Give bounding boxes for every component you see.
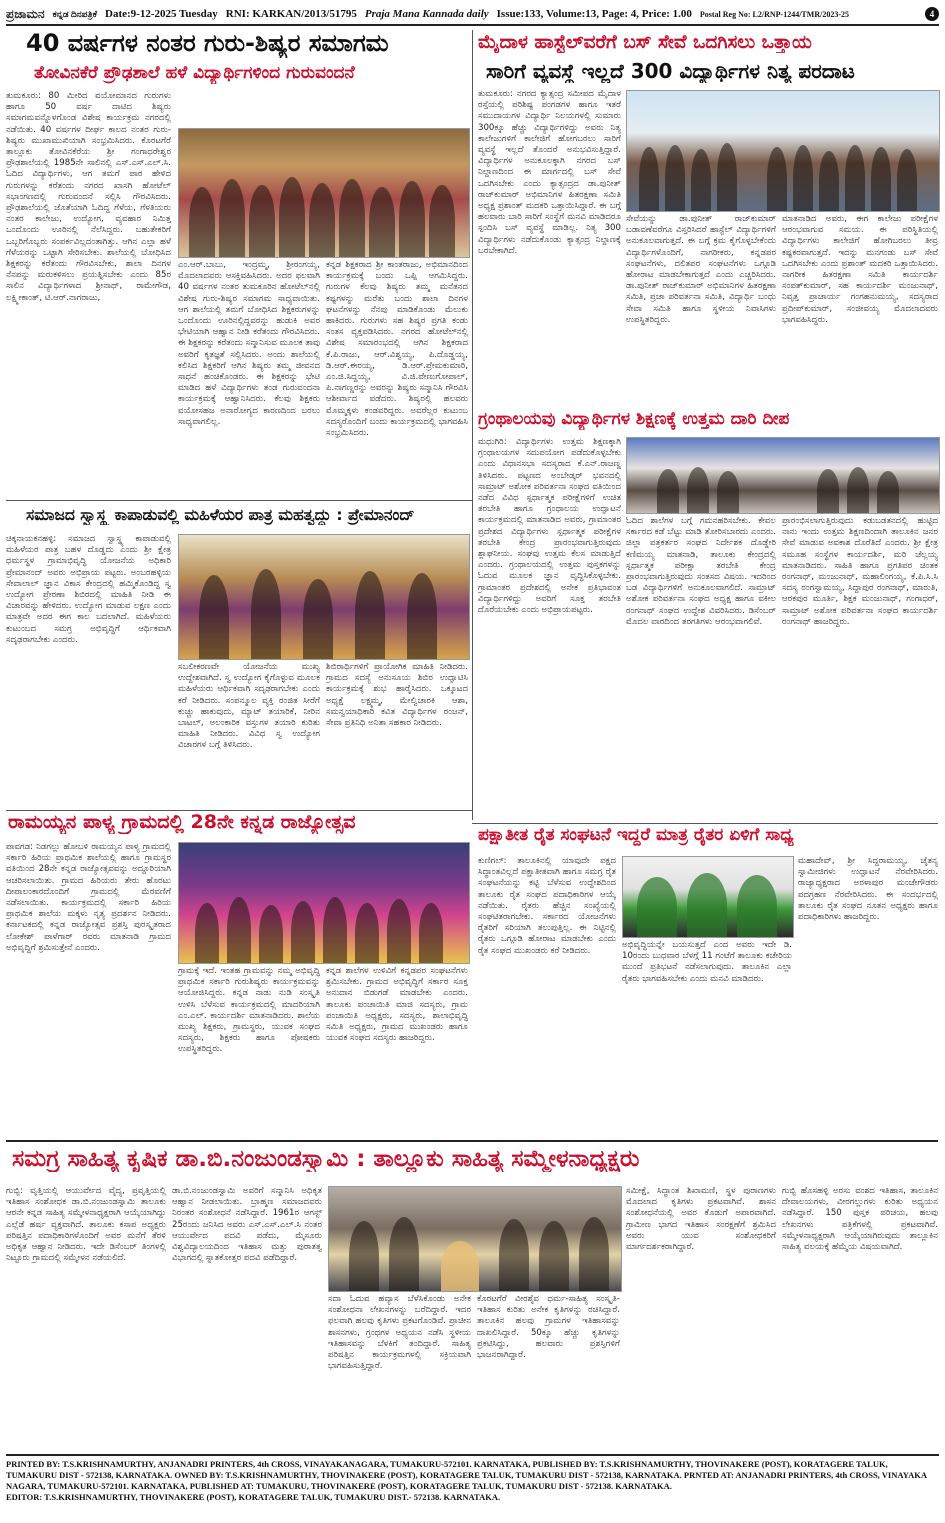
literature-col-3: ಸದಾ ಓದುವ ಹವ್ಯಾಸ ಬೆಳೆಸಿಕೊಂಡು ಅನೇಕ ಸಂಶೋಧನಾ ಲೇಖನಗಳನ್ನು ಬರೆದಿದ್ದಾರೆ. ಇದರ ಫಲವಾಗಿ ಹಲವು ಕೃತಿಗಳು ಪ್ರಕಟಗೊಂಡಿವೆ. ಪ್ರಾಚೀನ ಶಾಸನಗಳು, ಗ್ರಂಥಗಳ ಅಧ್ಯಯನ ನಡೆಸಿ ಸ್ಥಳೀಯ ಇತಿಹಾಸವನ್ನು ಬೆಳಕಿಗೆ ತಂದಿದ್ದಾರೆ. ಸಾಹಿತ್ಯ ಪರಿಷತ್ತಿನ ಕಾರ್ಯಕ್ರಮಗಳಲ್ಲಿ ಸಕ್ರಿಯವಾಗಿ ಭಾಗವಹಿಸುತ್ತಿದ್ದಾರೆ.	[328, 1294, 471, 1372]
hostel-headline: ಮೈದಾಳ ಹಾಸ್ಟೆಲ್‌ವರೆಗೆ ಬಸ್ ಸೇವೆ ಒದಗಿಸಲು ಒತ್ತಾಯ	[478, 32, 812, 53]
paper-subtitle: ಕನ್ನಡ ದಿನಪತ್ರಿಕೆ	[52, 8, 98, 19]
reunion-group-photo	[178, 128, 470, 258]
library-col-2: ಓದಿದ ಶಾಲೆಗಳ ಬಗ್ಗೆ ಗಮನಹರಿಸಬೇಕು. ಕೇವಲ ಸರ್ಕಾರದ ಕಡೆ ಬೆಟ್ಟು ಮಾಡಿ ತೋರಿಸಬಾರದು ಎಂದರು. ಜಿಲ್ಲಾ ಪತ್ರಕರ್ತರ ಸಂಘದ ನಿರ್ದೇಶಕ ದೊಡ್ಡೇರಿ ಕಣಿಮಯ್ಯ ಮಾತನಾಡಿ, ತಾಲೂಕು ಕೇಂದ್ರದಲ್ಲಿ ಸ್ಪರ್ಧಾತ್ಮಕ ಪರೀಕ್ಷಾ ತರಬೇತಿ ಕೇಂದ್ರ ಪ್ರಾರಂಭವಾಗುತ್ತಿರುವುದು ಸಂತಸದ ವಿಷಯ. ಇದರಿಂದ ಬಡ ವಿದ್ಯಾರ್ಥಿಗಳಿಗೆ ಅನುಕೂಲವಾಗಲಿದೆ. ಸಾಮ್ರಾಟ್ ಅಶೋಕ ಪರಿವರ್ತನಾ ಸಂಘದ ಅಧ್ಯಕ್ಷ ಹಾಗೂ ವಕೀಲ ರಂಗನಾಥ್ ಸಂಘದ ಉದ್ದೇಶ ವಿವರಿಸಿದರು. ಡಿಸೆಂಬರ್ ಮೊದಲ ವಾರದಿಂದ ತರಗತಿಗಳು ಆರಂಭವಾಗಲಿವೆ.	[626, 516, 776, 627]
english-name: Praja Mana Kannada daily	[364, 8, 489, 20]
imprint-line-2: EDITOR: T.S.KRISHNAMURTHY, THOVINAKERE (POST), KORATAGERE TALUK, TUMAKURU DIST.- 572138. KARNATAKA.	[6, 1492, 501, 1502]
rajyotsava-col-2: ಗ್ರಾಮಕ್ಕೆ ಇದೆ. ಇಂತಹ ಗ್ರಾಮವನ್ನು ನಮ್ಮ ಅಭಿವೃದ್ಧಿ ಪ್ರಾಥಮಿಕ ಸರ್ಕಾರಿ ಗುರುಶಿಷ್ಯರು ಕಾರ್ಯಕ್ರಮವನ್ನು ಆಯೋಜಿಸಿದ್ದರು. ಕನ್ನಡ ನಾಡು ನುಡಿ ಸಂಸ್ಕೃತಿ ಉಳಿಸಿ ಬೆಳೆಸುವ ಕಾರ್ಯಕ್ರಮದಲ್ಲಿ ಮಾದರಿಯಾಗಿ ಎಂ.ಎಲ್. ಕಾರ್ಯದರ್ಶಿ ಮಾತನಾಡಿದರು. ಶಾಲೆಯ ಮುಖ್ಯ ಶಿಕ್ಷಕರು, ಗ್ರಾಮಸ್ಥರು, ಯುವಕ ಸಂಘದ ಸದಸ್ಯರು, ಶಿಕ್ಷಕರು ಹಾಗೂ ಪೋಷಕರು ಉಪಸ್ಥಿತರಿದ್ದರು.	[178, 966, 320, 1055]
masthead	[6, 4, 939, 26]
reunion-col-2: ಎಂ.ಆರ್.ಬಾಬು, ಇಂದ್ರಮ್ಮ, ಶ್ರೀರಂಗಯ್ಯ, ಮೊದಲಾದವರು ಆಸಕ್ತಿವಹಿಸಿದರು. ಅದರ ಫಲವಾಗಿ 40 ವರ್ಷಗಳ ನಂತರ ತುಮಕೂರಿನ ಹೋಟೆಲ್‌ನಲ್ಲಿ ವಿಶೇಷ ಗುರು-ಶಿಷ್ಯರ ಸಮಾಗಮ ಸಾಧ್ಯವಾಯಿತು. ಆಗ ಶಾಲೆಯಲ್ಲಿ ತಮಗೆ ಬೋಧಿಸಿದ ಶಿಕ್ಷಕರುಗಳನ್ನು ಒಂದೊಂದು ಊರಿನಲ್ಲಿದ್ದವರನ್ನು ಹುಡುಕಿ ಅವರ ಭೇಟಿಯಾಗಿ ಆಹ್ವಾನ ನೀಡಿ ಕರೆತಂದು ಗೌರವಿಸಿದರು. ಈ ಶಿಕ್ಷಕರನ್ನು ಕರೆತಂದು ಸನ್ಮಾನಿಸುವ ಮೂಲಕ ತಾವು ಅವರಿಗೆ ಕೃತಜ್ಞತೆ ಸಲ್ಲಿಸಿದರು. ಅಂದು ಶಾಲೆಯಲ್ಲಿ ಕಲಿಸಿದ ಶಿಕ್ಷಕರಿಗೆ ಆಗಿನ ಶಿಷ್ಯರು ತಮ್ಮ ಜೀವನದ ಸಾಧನೆ ಹಂಚಿಕೊಂಡರು. ಈ ಶಿಕ್ಷಕರನ್ನು ಭೇಟಿ ಮಾಡಿದ ಹಳೆ ವಿದ್ಯಾರ್ಥಿಗಳು ತಂಡ ಗುರುವಂದನಾ ಕಾರ್ಯಕ್ರಮಕ್ಕೆ ಆಹ್ವಾನಿಸಿದರು. ಕೆಲವು ಶಿಕ್ಷಕರು ವಯೋಸಹಜ ಅನಾರೋಗ್ಯದ ಕಾರಣದಿಂದ ಬರಲು ಸಾಧ್ಯವಾಗಲಿಲ್ಲ.	[178, 260, 320, 427]
health-col-1: ಚಿಕ್ಕನಾಯಕನಹಳ್ಳಿ: ಸಮಾಜದ ಸ್ವಾಸ್ಥ್ಯ ಕಾಪಾಡುವಲ್ಲಿ ಮಹಿಳೆಯರ ಪಾತ್ರ ಬಹಳ ದೊಡ್ಡದು ಎಂದು ಶ್ರೀ ಕ್ಷೇತ್ರ ಧರ್ಮಸ್ಥಳ ಗ್ರಾಮಾಭಿವೃದ್ಧಿ ಯೋಜನೆಯ ಅಧಿಕಾರಿ ಪ್ರೇಮಾನಂದ್ ಅವರು ಅಭಿಪ್ರಾಯ ಪಟ್ಟರು. ಅಂಬರಹಳ್ಳಿಯ ಸೇವಾಲಾಲ್ ಜ್ಞಾನ ವಿಕಾಸ ಕೇಂದ್ರದಲ್ಲಿ ಹಮ್ಮಿಕೊಂಡಿದ್ದ ಸ್ವ ಉದ್ಯೋಗ ಪ್ರೇರಣಾ ಶಿಬಿರದಲ್ಲಿ ಮಾಹಿತಿ ನೀಡಿ ಈ ವಿಚಾರವನ್ನು ಹೇಳಿದರು. ಉದ್ಯೋಗ ಮಾಡುವ ಲಕ್ಷಣ ಎಂದು ಮಾತ್ರವೇ ಅದರ ಈಗ ಕಾಲ ಬದಲಾಗಿದೆ. ಮಹಿಳೆಯರು ಕುಟುಂಬದ ಸಮಗ್ರ ಅಭಿವೃದ್ಧಿಗೆ ಆರ್ಥಿಕವಾಗಿ ಸದೃಢರಾಗಬೇಕು ಎಂದರು.	[6, 534, 171, 645]
health-headline: ಸಮಾಜದ ಸ್ವಾಸ್ಥ್ಯ ಕಾಪಾಡುವಲ್ಲಿ ಮಹಿಳೆಯರ ಪಾತ್ರ ಮಹತ್ವದ್ದು : ಪ್ರೇಮಾನಂದ್	[26, 507, 415, 524]
postal-reg: Postal Reg No: L2/RNP-1244/TMR/2023-25	[699, 9, 849, 19]
farmers-col-1: ಕುಣಿಗಲ್: ತಾಲೂಕಿನಲ್ಲಿ ಯಾವುದೇ ಪಕ್ಷದ ಸಿದ್ಧಾಂತವಿಲ್ಲದೆ ಪಕ್ಷಾತೀತವಾಗಿ ಹಾಗೂ ಸಮಗ್ರ ರೈತ ಸಂಘಟನೆಯನ್ನು ಕಟ್ಟಿ ಬೆಳೆಸುವ ಉದ್ದೇಶದಿಂದ ತಾಲೂಕು ರೈತ ಸಂಘದ ಪದಾಧಿಕಾರಿಗಳ ಆಯ್ಕೆ ನಡೆಯಿತು. ರೈತರು ಹೆಚ್ಚಿನ ಸಂಖ್ಯೆಯಲ್ಲಿ ಸಂಘಟಿತರಾಗಬೇಕು. ಸರ್ಕಾರದ ಯೋಜನೆಗಳು ರೈತರಿಗೆ ಸರಿಯಾಗಿ ತಲುಪುತ್ತಿಲ್ಲ. ಈ ನಿಟ್ಟಿನಲ್ಲಿ ರೈತರು ಒಗ್ಗೂಡಿ ಹೋರಾಟ ಮಾಡಬೇಕು ಎಂದು ರೈತ ಸಂಘದ ಮುಖಂಡರು ಕರೆ ನೀಡಿದರು.	[478, 856, 616, 956]
rajyotsava-col-3: ಕನ್ನಡ ಶಾಲೆಗಳ ಉಳಿವಿಗೆ ಕನ್ನಡಪರ ಸಂಘಟನೆಗಳು ಶ್ರಮಿಸಬೇಕು. ಗ್ರಾಮದ ಅಭಿವೃದ್ಧಿಗೆ ಸರ್ಕಾರ ಸೂಕ್ತ ಅನುದಾನ ಬಿಡುಗಡೆ ಮಾಡಬೇಕು ಎಂದರು. ತಾಲೂಕು ಪಂಚಾಯಿತಿ ಮಾಜಿ ಸದಸ್ಯರು, ಗ್ರಾಮ ಪಂಚಾಯಿತಿ ಅಧ್ಯಕ್ಷರು, ಸದಸ್ಯರು, ಶಾಲಾಭಿವೃದ್ಧಿ ಸಮಿತಿ ಅಧ್ಯಕ್ಷರು, ಗ್ರಾಮದ ಮುಖಂಡರು ಹಾಗೂ ಯುವಕ ಸಂಘದ ಸದಸ್ಯರು ಹಾಜರಿದ್ದರು.	[326, 966, 468, 1044]
hostel-col-1: ತುಮಕೂರು: ನಗರದ ಕ್ಯಾತ್ಸಂದ್ರ ಸಮೀಪದ ಮೈದಾಳ ರಸ್ತೆಯಲ್ಲಿ ಪರಿಶಿಷ್ಟ ಪಂಗಡಗಳ ಹಾಗೂ ಇತರೆ ಸಮುದಾಯಗಳ ವಿದ್ಯಾರ್ಥಿ ನಿಲಯಗಳಲ್ಲಿ ಸುಮಾರು 300ಕ್ಕೂ ಹೆಚ್ಚು ವಿದ್ಯಾರ್ಥಿಗಳಿದ್ದು ಅವರು ನಿತ್ಯ ಕಾಲೇಜುಗಳಿಗೆ ಕಾಲೇಜಿಗೆ ಹೋಗಬರಲು ಸಾರಿಗೆ ವ್ಯವಸ್ಥೆ ಇಲ್ಲದೆ ತೊಂದರೆ ಅನುಭವಿಸುತ್ತಿದ್ದಾರೆ. ವಿದ್ಯಾರ್ಥಿಗಳ ಅನುಕೂಲಕ್ಕಾಗಿ ನಗರದ ಬಸ್ ನಿಲ್ದಾಣದಿಂದ ಈ ಮಾರ್ಗದಲ್ಲಿ ಬಸ್ ಸೇವೆ ಒದಗಿಸಬೇಕು ಎಂದು ಕ್ಯಾತ್ಸಂದ್ರದ ಡಾ.ಪುನೀತ್ ರಾಜ್‌ಕುಮಾರ್ ಅಭಿಮಾನಿಗಳ ಹಿತರಕ್ಷಣಾ ಸಮಿತಿ ಅಧ್ಯಕ್ಷ ಪ್ರಶಾಂತ್ ಮದಕರಿ ಒತ್ತಾಯಿಸಿದ್ದಾರೆ. ಈ ಬಗ್ಗೆ ಹಲವಾರು ಬಾರಿ ಸಾರಿಗೆ ಸಂಸ್ಥೆಗೆ ಮನವಿ ಮಾಡಿದರೂ ಸ್ಪಂದಿಸಿ ಬಸ್ ವ್ಯವಸ್ಥೆ ಮಾಡಿಲ್ಲ. ನಿತ್ಯ 300 ವಿದ್ಯಾರ್ಥಿಗಳು ನಡೆದುಕೊಂಡು ಕ್ಯಾತ್ಸಂದ್ರ ನಿಲ್ದಾಣಕ್ಕೆ ಬರಬೇಕಾಗಿದೆ.	[478, 89, 621, 256]
farmers-col-3: ಮಹಾದೇವ್, ಶ್ರೀ ಸಿದ್ದರಾಮಯ್ಯ, ಚೈತನ್ಯ ಸ್ವಾಮೀಜಿಗಳು ಉದ್ಘಾಟನೆ ನೆರವೇರಿಸಿದರು. ರಾಜ್ಯಾಧ್ಯಕ್ಷರಾದ ಅರಳಾಪುರ ಮಂಜೇಗೌಡರು ಪದಗ್ರಹಣ ನೆರವೇರಿಸಿದರು. ಈ ಸಂದರ್ಭದಲ್ಲಿ ತಾಲೂಕು ರೈತ ಸಂಘದ ನೂತನ ಅಧ್ಯಕ್ಷರು ಹಾಗೂ ಪದಾಧಿಕಾರಿಗಳು ಹಾಜರಿದ್ದರು.	[798, 856, 938, 923]
literature-col-5: ಸಮೀಕ್ಷೆ, ಸಿದ್ಧಾಂತ ಶಿಖಾಮಣಿ, ಸ್ಥಳ ಪುರಾಣಗಳು ಮೊದಲಾದ ಕೃತಿಗಳು ಪ್ರಕಟವಾಗಿವೆ. ಶಾಸನ ಸಂಶೋಧನೆಯಲ್ಲಿ ಅವರ ಕೊಡುಗೆ ಅಪಾರವಾಗಿದೆ. ಗ್ರಾಮೀಣ ಭಾಗದ ಇತಿಹಾಸ ಸಂರಕ್ಷಣೆಗೆ ಶ್ರಮಿಸಿದ ಅವರು ಯುವ ಸಂಶೋಧಕರಿಗೆ ಮಾರ್ಗದರ್ಶಕರಾಗಿದ್ದಾರೆ.	[626, 1186, 776, 1253]
literature-honor-photo	[328, 1186, 622, 1292]
literature-col-4: ಕೊರಟಗೆರೆ ವೀರಶೈವ ಧರ್ಮ-ಸಾಹಿತ್ಯ ಸಂಸ್ಕೃತಿ-ಇತಿಹಾಸ ಕುರಿತು ಅನೇಕ ಕೃತಿಗಳನ್ನು ರಚಿಸಿದ್ದಾರೆ. ತಾಲೂಕಿನ ಹಲವು ಗ್ರಾಮಗಳ ಇತಿಹಾಸವನ್ನು ದಾಖಲಿಸಿದ್ದಾರೆ. 50ಕ್ಕೂ ಹೆಚ್ಚು ಕೃತಿಗಳನ್ನು ಪ್ರಕಟಿಸಿದ್ದು, ಹಲವಾರು ಪ್ರಶಸ್ತಿಗಳಿಗೆ ಭಾಜನರಾಗಿದ್ದಾರೆ.	[477, 1294, 620, 1361]
hostel-col-3: ಮಾತನಾಡಿದ ಅವರು, ಈಗ ಕಾಲೇಜು ಪರೀಕ್ಷೆಗಳ ಆರಂಭವಾಗುವ ಸಮಯ. ಈ ಪರಿಸ್ಥಿತಿಯಲ್ಲಿ ವಿದ್ಯಾರ್ಥಿಗಳು ಕಾಲೇಜಿಗೆ ಹೋಗಿಬರಲು ತೀವ್ರ ಕಷ್ಟಕರವಾಗುತ್ತದೆ. ಇದನ್ನು ಮನಗಂಡು ಬಸ್ ಸೇವೆ ಒದಗಿಸಬೇಕು ಎಂದು ಪ್ರಶಾಂತ್ ಮದಕರಿ ಒತ್ತಾಯಿಸಿದರು. ನಾಗರೀಕ ಹಿತರಕ್ಷಣಾ ಸಮಿತಿ ಕಾರ್ಯದರ್ಶಿ ಸಂಪತ್‌ಕುಮಾರ್, ಸಹ ಕಾರ್ಯದರ್ಶಿ ಮಂಜುನಾಥ್, ನಿವೃತ್ತ ಪ್ರಾಚಾರ್ಯ ಗಂಗಹನುಮಯ್ಯ, ಸದಸ್ಯರಾದ ಪ್ರದೀಪ್‌ಕುಮಾರ್, ಸಂಜೀವಯ್ಯ ಮೊದಲಾದವರು ಭಾಗವಹಿಸಿದ್ದರು.	[782, 214, 938, 325]
reunion-subheadline: ತೋವಿನಕೆರೆ ಪ್ರೌಢಶಾಲೆ ಹಳೆ ವಿದ್ಯಾರ್ಥಿಗಳಿಂದ ಗುರುವಂದನೆ	[34, 64, 355, 83]
literature-headline: ಸಮಗ್ರ ಸಾಹಿತ್ಯ ಕೃಷಿಕ ಡಾ.ಬಿ.ನಂಜುಂಡಸ್ವಾಮಿ : ತಾಲ್ಲೂಕು ಸಾಹಿತ್ಯ ಸಮ್ಮೇಳನಾಧ್ಯಕ್ಷರು	[12, 1146, 640, 1172]
health-col-2: ಸಬಲೀಕರಣವೇ ಯೋಜನೆಯ ಮುಖ್ಯ ಉದ್ದೇಶವಾಗಿದೆ. ಸ್ವ ಉದ್ಯೋಗ ಕೈಗೊಳ್ಳುವ ಮೂಲಕ ಮಹಿಳೆಯರು ಆರ್ಥಿಕವಾಗಿ ಸದೃಢರಾಗಬೇಕು ಎಂದು ಕರೆ ನೀಡಿದರು. ಸಂಪನ್ಮೂಲ ವ್ಯಕ್ತಿ ರಂಜಿತ ಸೀರೆಗೆ ಕುಚ್ಚು ಹಾಕುವುದು, ಮ್ಯಾಟ್ ತಯಾರಿಕೆ, ನೀರಿನ ಬಾಟಲ್, ಅಲಂಕಾರಿಕ ವಸ್ತುಗಳ ತಯಾರಿ ಕುರಿತು ಮಾಹಿತಿ ನೀಡಿದರು. ವಿವಿಧ ಸ್ವ ಉದ್ಯೋಗ ವಿಚಾರಗಳ ಬಗ್ಗೆ ತಿಳಿಸಿದರು.	[178, 662, 320, 751]
reunion-headline: 40 ವರ್ಷಗಳ ನಂತರ ಗುರು-ಶಿಷ್ಯರ ಸಮಾಗಮ	[26, 30, 389, 57]
hostel-group-photo	[626, 90, 940, 212]
hostel-col-2: ಸೇವೆಯನ್ನು ಡಾ.ಪುನೀತ್ ರಾಜ್‌ಕುಮಾರ್ ಬಡಾವಣೆವರೆಗೂ ವಿಸ್ತರಿಸಿದರೆ ಹಾಸ್ಟೆಲ್ ವಿದ್ಯಾರ್ಥಿಗಳಿಗೆ ಅನುಕೂಲವಾಗುತ್ತದೆ. ಈ ಬಗ್ಗೆ ಕ್ರಮ ಕೈಗೊಳ್ಳಬೇಕೆಂದು ವಿದ್ಯಾರ್ಥಿಗಳೊಂದಿಗೆ, ನಾಗರೀಕರು, ಕನ್ನಡಪರ ಸಂಘಟನೆಗಳು, ದಲಿತಪರ ಸಂಘಟನೆಗಳು ಒಗ್ಗೂಡಿ ಹೋರಾಟ ಮಾಡಬೇಕಾಗುತ್ತದೆ ಎಂದು ಎಚ್ಚರಿಸಿದರು. ಡಾ.ಪುನೀತ್ ರಾಜ್‌ಕುಮಾರ್ ಅಭಿಮಾನಿಗಳ ಹಿತರಕ್ಷಣಾ ಸಮಿತಿ, ಪ್ರಜಾ ಪರಿವರ್ತನಾ ಸಮಿತಿ, ವಿದ್ಯಾರ್ಥಿ ಬಂಧು ಸೇವಾ ಸಮಿತಿ ಹಾಗೂ ಸ್ಥಳೀಯ ನಿವಾಸಿಗಳು ಉಪಸ್ಥಿತರಿದ್ದರು.	[626, 214, 776, 325]
library-col-1: ಮಧುಗಿರಿ: ವಿದ್ಯಾರ್ಥಿಗಳು ಉತ್ತಮ ಶಿಕ್ಷಣಕ್ಕಾಗಿ ಗ್ರಂಥಾಲಯಗಳ ಸದುಪಯೋಗ ಪಡೆದುಕೊಳ್ಳಬೇಕು ಎಂದು ವಿಧಾನಸಭಾ ಸದಸ್ಯರಾದ ಕೆ.ಎನ್.ರಾಜಣ್ಣ ತಿಳಿಸಿದರು. ಪಟ್ಟಣದ ಅಂಬೇಡ್ಕರ್ ಭವನದಲ್ಲಿ ಸಾಮ್ರಾಟ್ ಅಶೋಕ ಪರಿವರ್ತನಾ ಸಂಘದ ವತಿಯಿಂದ ನಡೆದ ವಿವಿಧ ಸ್ಪರ್ಧಾತ್ಮಕ ಪರೀಕ್ಷೆಗಳಿಗೆ ಉಚಿತ ತರಬೇತಿ ಹಾಗೂ ಗ್ರಂಥಾಲಯ ಉದ್ಘಾಟನೆ ಕಾರ್ಯಕ್ರಮದಲ್ಲಿ ಮಾತನಾಡಿದ ಅವರು, ಗ್ರಾಮಾಂತರ ಪ್ರದೇಶದ ವಿದ್ಯಾರ್ಥಿಗಳು ಸ್ಪರ್ಧಾತ್ಮಕ ಪರೀಕ್ಷೆಗಳ ತರಬೇತಿ ಕೇಂದ್ರ ಪ್ರಾರಂಭವಾಗುತ್ತಿರುವುದು ಶ್ಲಾಘನೀಯ. ಸಂಘವು ಉತ್ತಮ ಕೆಲಸ ಮಾಡುತ್ತಿದೆ ಎಂದರು. ಗ್ರಂಥಾಲಯದಲ್ಲಿ ಉತ್ತಮ ಪುಸ್ತಕಗಳನ್ನು ಓದುವ ಮೂಲಕ ಜ್ಞಾನ ವೃದ್ಧಿಸಿಕೊಳ್ಳಬೇಕು. ಗ್ರಾಮಾಂತರ ಪ್ರದೇಶದಲ್ಲಿ ಅನೇಕ ಪ್ರತಿಭಾವಂತ ವಿದ್ಯಾರ್ಥಿಗಳಿದ್ದು ಅವರಿಗೆ ಸೂಕ್ತ ತರಬೇತಿ ದೊರೆಯಬೇಕು ಎಂದು ಅಭಿಪ್ರಾಯಪಟ್ಟರು.	[478, 437, 621, 616]
library-headline: ಗ್ರಂಥಾಲಯವು ವಿದ್ಯಾರ್ಥಿಗಳ ಶಿಕ್ಷಣಕ್ಕೆ ಉತ್ತಮ ದಾರಿ ದೀಪ	[478, 410, 790, 429]
reunion-col-1: ತುಮಕೂರು: 80 ಮೀರಿದ ವಯೋಮಾನದ ಗುರುಗಳು ಹಾಗೂ 50 ವರ್ಷ ದಾಟಿದ ಶಿಷ್ಯರು ಸಮಾಗಮವನ್ನೊಳಗೊಂಡ ವಿಶೇಷ ಕಾರ್ಯಕ್ರಮ ನಗರದಲ್ಲಿ ನಡೆಯಿತು. 40 ವರ್ಷಗಳ ದೀರ್ಘ ಕಾಲದ ನಂತರ ಗುರು-ಶಿಷ್ಯರು ಮುಖಾಮುಖಿಯಾಗಿ ಸಂಭ್ರಮಿಸಿದರು. ಕೊರಟಗೆರೆ ತಾಲ್ಲೂಕು ತೋವಿನಕೆರೆಯ ಶ್ರೀ ಗಂಗಾಧರೇಶ್ವರ ಪ್ರೌಢಶಾಲೆಯಲ್ಲಿ 1985ನೇ ಸಾಲಿನಲ್ಲಿ ಎಸ್.ಎಸ್.ಎಲ್.ಸಿ. ಓದಿದ ವಿದ್ಯಾರ್ಥಿಗಳು, ಆಗ ತಮಗೆ ಪಾಠ ಹೇಳಿದ ಗುರುಗಳನ್ನು ಕರೆತಂದು ನಗರದ ಖಾಸಗಿ ಹೋಟೆಲ್ ಸಭಾಂಗಣದಲ್ಲಿ ಗುರುವಂದನೆ ಸಲ್ಲಿಸಿ ಗೌರವಿಸಿದರು. ಪ್ರೌಢಶಾಲೆಯಲ್ಲಿ ಜೊತೆಯಾಗಿ ಓದಿದ್ದ ಗೆಳೆಯ, ಗೆಳತಿಯರು ನಂತರ ಕಾಲೇಜು, ಉದ್ಯೋಗ, ವ್ಯವಹಾರ ನಿಮಿತ್ತ ಒಂದೊಂದು ಊರಿನಲ್ಲಿ ನೆಲೆಸಿದ್ದರು. ಬಹುತೇಕರಿಗೆ ಒಬ್ಬರಿಗೊಬ್ಬರು ಸಂಪರ್ಕವಿಲ್ಲದಂತಾಗಿತ್ತು. ಆಗಿನ ಎಲ್ಲಾ ಹಳೆ ಗೆಳೆಯರನ್ನು ಒಟ್ಟಾಗಿ ಸೇರಿಸಬೇಕು. ಶಾಲೆಯಲ್ಲಿ ಬೋಧಿಸಿದ ಶಿಕ್ಷಕರನ್ನು ಕರೆತಂದು ಗೌರವಿಸಬೇಕು, ಶಾಲಾ ದಿನಗಳ ನೆನಪನ್ನು ಮರುಕಳಿಸಲು ಪ್ರಯತ್ನಿಸಬೇಕು ಎಂದು 85ರ ಸಾಲಿನ ವಿದ್ಯಾರ್ಥಿಗಳಾದ ಶ್ರೀನಾಥ್, ರಾಮೇಗೌಡ, ಲಕ್ಷ್ಮೀಕಾಂತ್, ಟಿ.ಆರ್.ನಾಗರಾಜು,	[6, 91, 171, 303]
farmers-headline: ಪಕ್ಷಾತೀತ ರೈತ ಸಂಘಟನೆ ಇದ್ದರೆ ಮಾತ್ರ ರೈತರ ಏಳಿಗೆ ಸಾಧ್ಯ	[478, 826, 794, 845]
rajyotsava-col-1: ಪಾವಗಡ: ನಿಡಗಲ್ಲು ಹೋಬಳಿ ರಾಮಯ್ಯನ ಪಾಳ್ಯ ಗ್ರಾಮದಲ್ಲಿ ಸರ್ಕಾರಿ ಹಿರಿಯ ಪ್ರಾಥಮಿಕ ಶಾಲೆಯಲ್ಲಿ ಹಾಗೂ ಗ್ರಾಮಸ್ಥರ ವತಿಯಿಂದ 28ನೇ ಕನ್ನಡ ರಾಜ್ಯೋತ್ಸವವನ್ನು ಅದ್ದೂರಿಯಾಗಿ ಆಚರಿಸಲಾಯಿತು. ಗ್ರಾಮದ ಹಿರಿಯರು ತೇರು ಹೊರಟು ದೀಪಾಲಂಕಾರದೊಂದಿಗೆ ಗ್ರಾಮದಲ್ಲಿ ಮೆರವಣಿಗೆ ನಡೆಸಲಾಯಿತು. ಕಾರ್ಯಕ್ರಮದಲ್ಲಿ ಸರ್ಕಾರಿ ಹಿರಿಯ ಪ್ರಾಥಮಿಕ ಶಾಲೆಯ ಮಕ್ಕಳು ನೃತ್ಯ ಪ್ರದರ್ಶನ ನೀಡಿದರು. ಕರ್ನಾಟಕದಲ್ಲಿ ಕನ್ನಡ ರಾಜ್ಯೋತ್ಸವ ಪ್ರಶಸ್ತಿ ಪುರಸ್ಕೃತರಾದ ಲೋಕೇಶ್ ಪಾಳೆಗಾರ್ ರವರು ಮಾತನಾಡಿ ಗ್ರಾಮದ ಅಭಿವೃದ್ಧಿಗೆ ಶ್ರಮಿಸುತ್ತೇನೆ ಎಂದರು.	[6, 842, 171, 953]
imprint-line-1: PRINTED BY: T.S.KRISHNAMURTHY, ANJANADRI PRINTERS, 4th CROSS, VINAYAKANAGARA, TUMAKURU-572101. KARNATAKA, PUBLISHED BY: T.S.KRISHNAMURTHY, THOVINAKERE (POST), KORATAGERE TALUK, TUMAKURU DIST - 572138, KARNATAKA. OWNED BY: T.S.KRISHNAMURTHY, THOVINAKERE (POST), KORATAGERE TALUK, TUMAKURU DIST - 572138, KARNATAKA. PRNTED AT: ANJANADRI PRINTERS, 4th CROSS, VINAYAKA NAGARA, TUMAKURU-572101. KARNATAKA, PUBLISHED AT: TUMAKURU, THOVINAKERE (POST), KORATAGERE TALUK, TUMAKURU DIST - 572138. KARNATAKA.	[6, 1459, 927, 1491]
rajyotsava-headline: ರಾಮಯ್ಯನ ಪಾಳ್ಯ ಗ್ರಾಮದಲ್ಲಿ 28ನೇ ಕನ್ನಡ ರಾಜ್ಯೋತ್ಸವ	[8, 812, 356, 833]
page-number-badge: 4	[925, 7, 939, 21]
imprint-footer	[6, 1454, 939, 1503]
literature-col-1: ಗುಬ್ಬಿ: ವೃತ್ತಿಯಲ್ಲಿ ಆಯುರ್ವೇದ ವೈದ್ಯ, ಪ್ರವೃತ್ತಿಯಲ್ಲಿ ಇತಿಹಾಸ ಸಂಶೋಧಕ ಡಾ.ಬಿ.ನಂಜುಂಡಸ್ವಾಮಿ ತಾಲೂಕು ಆರನೇ ಕನ್ನಡ ಸಾಹಿತ್ಯ ಸಮ್ಮೇಳನಾಧ್ಯಕ್ಷರಾಗಿ ಆಯ್ಕೆಯಾಗಿದ್ದು ಎಲ್ಲೆಡೆ ಹರ್ಷ ವ್ಯಕ್ತವಾಗಿದೆ. ತಾಲೂಕು ಕಸಾಪ ಅಧ್ಯಕ್ಷರು ಪರಿಷತ್ತಿನ ಪದಾಧಿಕಾರಿಗಳೊಂದಿಗೆ ಅವರ ಮನೆಗೆ ತೆರಳಿ ಅಧಿಕೃತ ಆಹ್ವಾನ ನೀಡಿದರು. ಇದೇ ಡಿಸೆಂಬರ್ ತಿಂಗಳಲ್ಲಿ ನಿಟ್ಟೂರು ಗ್ರಾಮದಲ್ಲಿ ಸಮ್ಮೇಳನ ನಡೆಯಲಿದೆ.	[6, 1186, 166, 1264]
literature-col-6: ಗುಬ್ಬಿ ಹೊಸಹಳ್ಳಿ ಅರಸು ವಂಶದ ಇತಿಹಾಸ, ತಾಲೂಕಿನ ದೇವಾಲಯಗಳು, ವೀರಗಲ್ಲುಗಳು ಕುರಿತು ಅಧ್ಯಯನ ನಡೆಸಿದ್ದಾರೆ. 150 ಪುಸ್ತಕ ಪರಿಚಯ, ಹಲವು ಲೇಖನಗಳು ಪತ್ರಿಕೆಗಳಲ್ಲಿ ಪ್ರಕಟವಾಗಿವೆ. ಸಮ್ಮೇಳನಾಧ್ಯಕ್ಷರಾಗಿ ಆಯ್ಕೆಯಾಗಿರುವುದು ತಾಲ್ಲೂಕಿನ ಸಾಹಿತ್ಯ ವಲಯಕ್ಕೆ ಹೆಮ್ಮೆಯ ವಿಷಯವಾಗಿದೆ.	[782, 1186, 938, 1253]
issue-info: Issue:133, Volume:13, Page: 4, Price: 1.00	[496, 8, 692, 20]
section-divider	[472, 823, 938, 824]
section-divider	[6, 500, 472, 501]
paper-name: ಪ್ರಜಾಮನ	[6, 6, 45, 21]
hostel-subheadline: ಸಾರಿಗೆ ವ್ಯವಸ್ಥೆ ಇಲ್ಲದೆ 300 ವಿದ್ಯಾರ್ಥಿಗಳ ನಿತ್ಯ ಪರದಾಟ	[486, 60, 855, 83]
rajyotsava-stage-photo	[178, 842, 470, 964]
library-col-3: ಪ್ರಾರಂಭಿಸಲಾಗುತ್ತಿರುವುದು ಕಡುಬಡತನದಲ್ಲಿ ಹುಟ್ಟಿದ ನಾನು ಇಂದು ಉತ್ತಮ ಶಿಕ್ಷಣದಿಂದಾಗಿ ತಾಲೂಕಿನ ಜನರ ಸೇವೆ ಮಾಡುವ ಅವಕಾಶ ದೊರೆತಿದೆ ಎಂದರು. ಶ್ರೀ ಕ್ಷೇತ್ರ ಸಮೂಹ ಸಂಸ್ಥೆಗಳ ಕಾರ್ಯದರ್ಶಿ, ಮರಿ ಚೆಲ್ಲಯ್ಯ ಮಾತನಾಡಿದರು. ಸಾಹಿತಿ ಹಾಗೂ ಪ್ರಗತಿಪರ ಚಿಂತಕ ರಂಗನಾಥ್, ಮಂಜುನಾಥ್, ಮಹಾಲಿಂಗಯ್ಯ, ಕೆ.ಪಿ.ಸಿ.ಸಿ ಸದಸ್ಯ ರಂಗಸ್ವಾಮಯ್ಯ, ಸಿದ್ದಾಪುರ ರಂಗನಾಥ್, ಮಾರುತಿ, ಆರಕಪುರ ಮೂರ್ತಿ, ಶಿಕ್ಷಕ ಮಂಜುನಾಥ್, ಗಂಗಾಧರ್, ಸಾಮ್ರಾಟ್ ಅಶೋಕ ಪರಿವರ್ತನಾ ಸಂಘದ ಕಾರ್ಯದರ್ಶಿ ರಂಗನಾಥ್ ಹಾಜರಿದ್ದರು.	[782, 516, 938, 627]
rni-number: RNI: KARKAN/2013/51795	[225, 8, 357, 20]
column-divider	[472, 30, 473, 820]
section-divider	[6, 810, 472, 811]
issue-date: Date:9-12-2025 Tuesday	[105, 8, 218, 20]
literature-col-2: ಡಾ.ಬಿ.ನಂಜುಂಡಸ್ವಾಮಿ ಅವರಿಗೆ ಸನ್ಮಾನಿಸಿ ಅಧಿಕೃತ ಆಹ್ವಾನ ನೀಡಲಾಯಿತು. ಬ್ರಾಹ್ಮಣ ಸಮಾಜದವರು ನಿರಂತರ ಸಂಶೋಧನೆ ನಡೆಸಿದ್ದಾರೆ. 1961ರ ಆಗಸ್ಟ್ 25ರಂದು ಜನಿಸಿದ ಅವರು ಎಸ್.ಎಸ್.ಎಲ್.ಸಿ ನಂತರ ಆಯುರ್ವೇದ ಪದವಿ ಪಡೆದು, ಮೈಸೂರು ವಿಶ್ವವಿದ್ಯಾಲಯದಿಂದ ಇತಿಹಾಸ ಮತ್ತು ಪುರಾತತ್ವ ವಿಭಾಗದಲ್ಲಿ ಸ್ನಾತಕೋತ್ತರ ಪದವಿ ಪಡೆದಿದ್ದಾರೆ.	[172, 1186, 322, 1264]
section-divider	[6, 1140, 938, 1142]
farmers-col-2: ಅಭಿವೃದ್ಧಿಯನ್ನೇ ಬಯಸುತ್ತದೆ ಎಂದ ಅವರು ಇದೇ ಡಿ. 10ರಂದು ಬುಧವಾರ ಬೆಳಗ್ಗೆ 11 ಗಂಟೆಗೆ ತಾಲೂಕು ಕಚೇರಿಯ ಮುಂದೆ ಪ್ರತಿಭಟನೆ ನಡೆಸಲಾಗುವುದು. ತಾಲೂಕಿನ ಎಲ್ಲಾ ರೈತರು ಭಾಗವಹಿಸಬೇಕು ಎಂದು ಮನವಿ ಮಾಡಿದರು.	[622, 940, 792, 984]
library-event-photo	[626, 437, 940, 514]
health-col-3: ಶಿಬಿರಾರ್ಥಿಗಳಿಗೆ ಪ್ರಾಯೋಗಿಕ ಮಾಹಿತಿ ನೀಡಿದರು. ಗ್ರಾಮದ ಸದಸ್ಯೆ ಅನುಸೂಯ ಶಿಬಿರ ಉದ್ಘಾಟಿಸಿ ಕಾರ್ಯಕ್ರಮಕ್ಕೆ ಶುಭ ಹಾರೈಸಿದರು. ಒಕ್ಕೂಟದ ಅಧ್ಯಕ್ಷೆ ಲಕ್ಷ್ಮಮ್ಮ, ಮೇಲ್ವಿಚಾರಕಿ ಆಶಾ, ಸಮನ್ವಯಾಧಿಕಾರಿ ಕವಿತ ವಿದ್ಯಾರ್ಥಿಗಳ ರಂಜನ್, ಸೇವಾ ಪ್ರತಿನಿಧಿ ಅನಿತಾ ಸಹಕಾರ ನೀಡಿದರು.	[326, 662, 468, 729]
reunion-col-3: ಕನ್ನಡ ಶಿಕ್ಷಕರಾದ ಶ್ರೀ ಕಾಂತರಾಜು, ಅಭಿಮಾನದಿಂದ ಕಾರ್ಯಕ್ರಮಕ್ಕೆ ಬಂದು ಒಪ್ಪಿ ಆಗಮಿಸಿದ್ದರು. ಗುರುಗಳ ಕೆಲವು ಶಿಷ್ಯರು ತಮ್ಮ ಮನೆತನದ ಕಷ್ಟಗಳನ್ನು ಮರೆತು ಬಂದು ಶಾಲಾ ದಿನಗಳ ಘಟನೆಗಳನ್ನು ನೆನಪು ಮಾಡಿಕೊಂಡು ಮೆಲುಕು ಹಾಕಿದರು. ಗುರುಗಳು ಸಹ ಶಿಷ್ಯರ ಪ್ರಗತಿ ಕಂಡು ಸಂತಸ ವ್ಯಕ್ತಪಡಿಸಿದರು. ನಗರದ ಹೋಟೆಲ್‌ನಲ್ಲಿ ವಿಶೇಷ ಸಮಾರಂಭದಲ್ಲಿ ಆಗಿನ ಶಿಕ್ಷಕರಾದ ಕೆ.ಪಿ.ರಾಜು, ಆರ್.ವಿಶ್ವಯ್ಯ, ಪಿ.ದೊಡ್ಡಯ್ಯ, ಡಿ.ಆರ್.ಈರಯ್ಯ, ಡಿ.ಆರ್.ಪ್ರೇಮಕುಮಾರಿ, ಎಂ.ಜಿ.ಸಿದ್ದಯ್ಯ, ವಿ.ಜಿ.ವೇಣುಗೋಪಾಲ್, ಪಿ.ನಾಗಣ್ಣರನ್ನು ಅವರನ್ನು ಶಿಷ್ಯರು ಸನ್ಮಾನಿಸಿ ಗೌರವಿಸಿ ಆಶೀರ್ವಾದ ಪಡೆದರು. ಶಿಷ್ಯರಲ್ಲಿ ಹಲವರು ಮೊಮ್ಮಕ್ಕಳು ಕಂಡವರಿದ್ದರು. ಅವರೆಲ್ಲರ ಕುಟುಂಬ ಸದಸ್ಯರೊಂದಿಗೆ ಬಂದು ಕಾರ್ಯಕ್ರಮದಲ್ಲಿ ಭಾಗವಹಿಸಿ ಸಂಭ್ರಮಿಸಿದರು.	[326, 260, 468, 439]
health-ceremony-photo	[178, 534, 470, 660]
farmers-group-photo	[622, 856, 794, 938]
